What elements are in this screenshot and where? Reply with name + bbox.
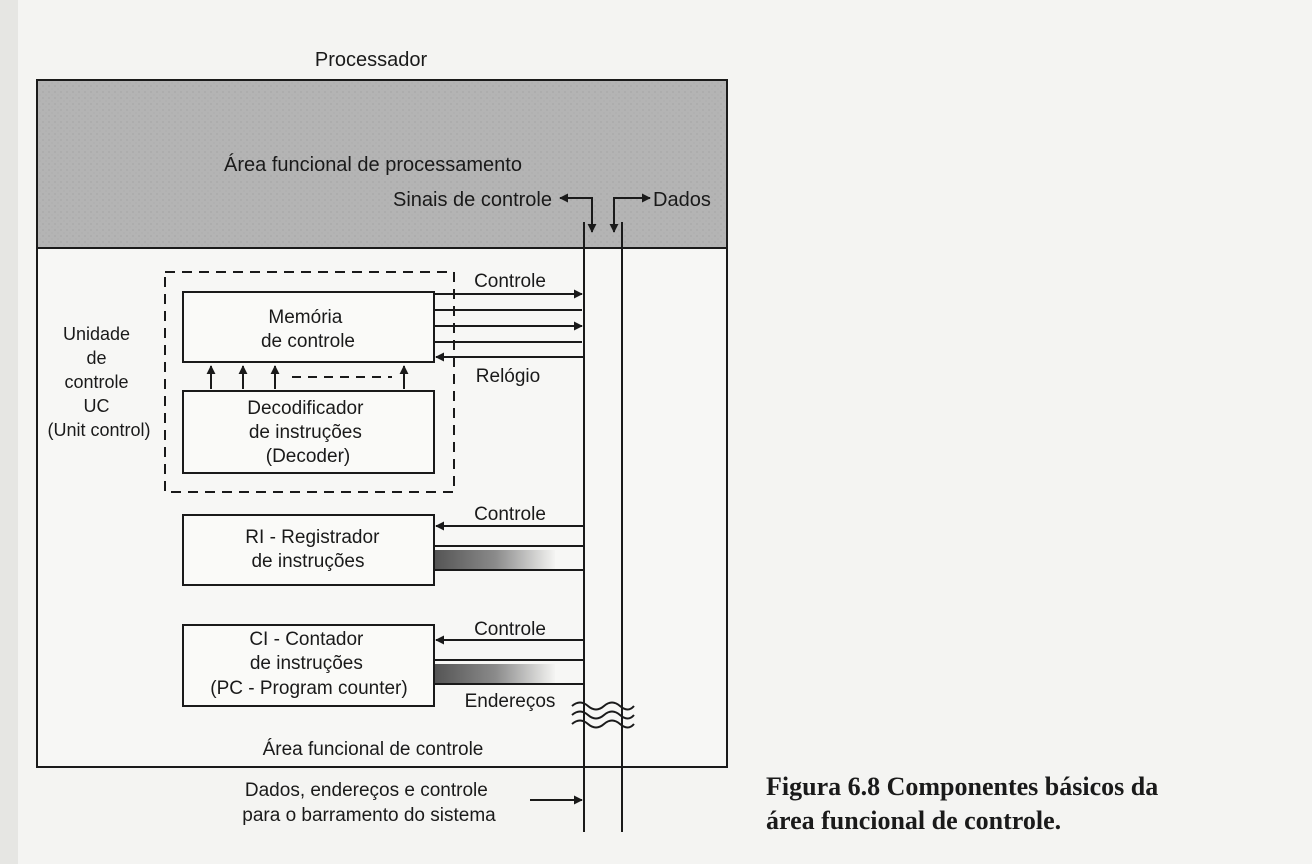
counter-data-shading	[435, 664, 555, 684]
instruction-decoder-label: Decodificador de instruções (Decoder)	[247, 398, 364, 467]
control-memory-label: Memória de controle	[260, 307, 356, 352]
control-label-2: Controle	[474, 504, 546, 525]
control-unit-label: Unidade de controle UC (Unit control)	[47, 324, 151, 440]
system-bus-label: Dados, endereços e controle para o barramento do sistema	[242, 780, 496, 826]
instruction-register-label: RI - Registrador de instruções	[245, 527, 380, 572]
caption-line-2: área funcional de controle.	[766, 806, 1062, 835]
page-edge	[0, 0, 18, 864]
instruction-register-box	[183, 515, 434, 585]
control-label-1: Controle	[474, 271, 546, 292]
figure-caption	[766, 770, 1286, 838]
control-label-3: Controle	[474, 619, 546, 640]
caption-line-1: Figura 6.8 Componentes básicos da	[766, 772, 1159, 801]
processor-title: Processador	[314, 49, 428, 71]
instruction-counter-label: CI - Contador de instruções (PC - Program counter)	[210, 629, 408, 699]
control-signals-label: Sinais de controle	[393, 189, 552, 211]
clock-label: Relógio	[475, 366, 541, 387]
addresses-label: Endereços	[464, 691, 556, 712]
register-data-shading	[435, 550, 555, 570]
data-label: Dados	[653, 189, 711, 211]
processing-area-label: Área funcional de processamento	[224, 154, 522, 176]
control-area-label: Área funcional de controle	[262, 739, 484, 760]
